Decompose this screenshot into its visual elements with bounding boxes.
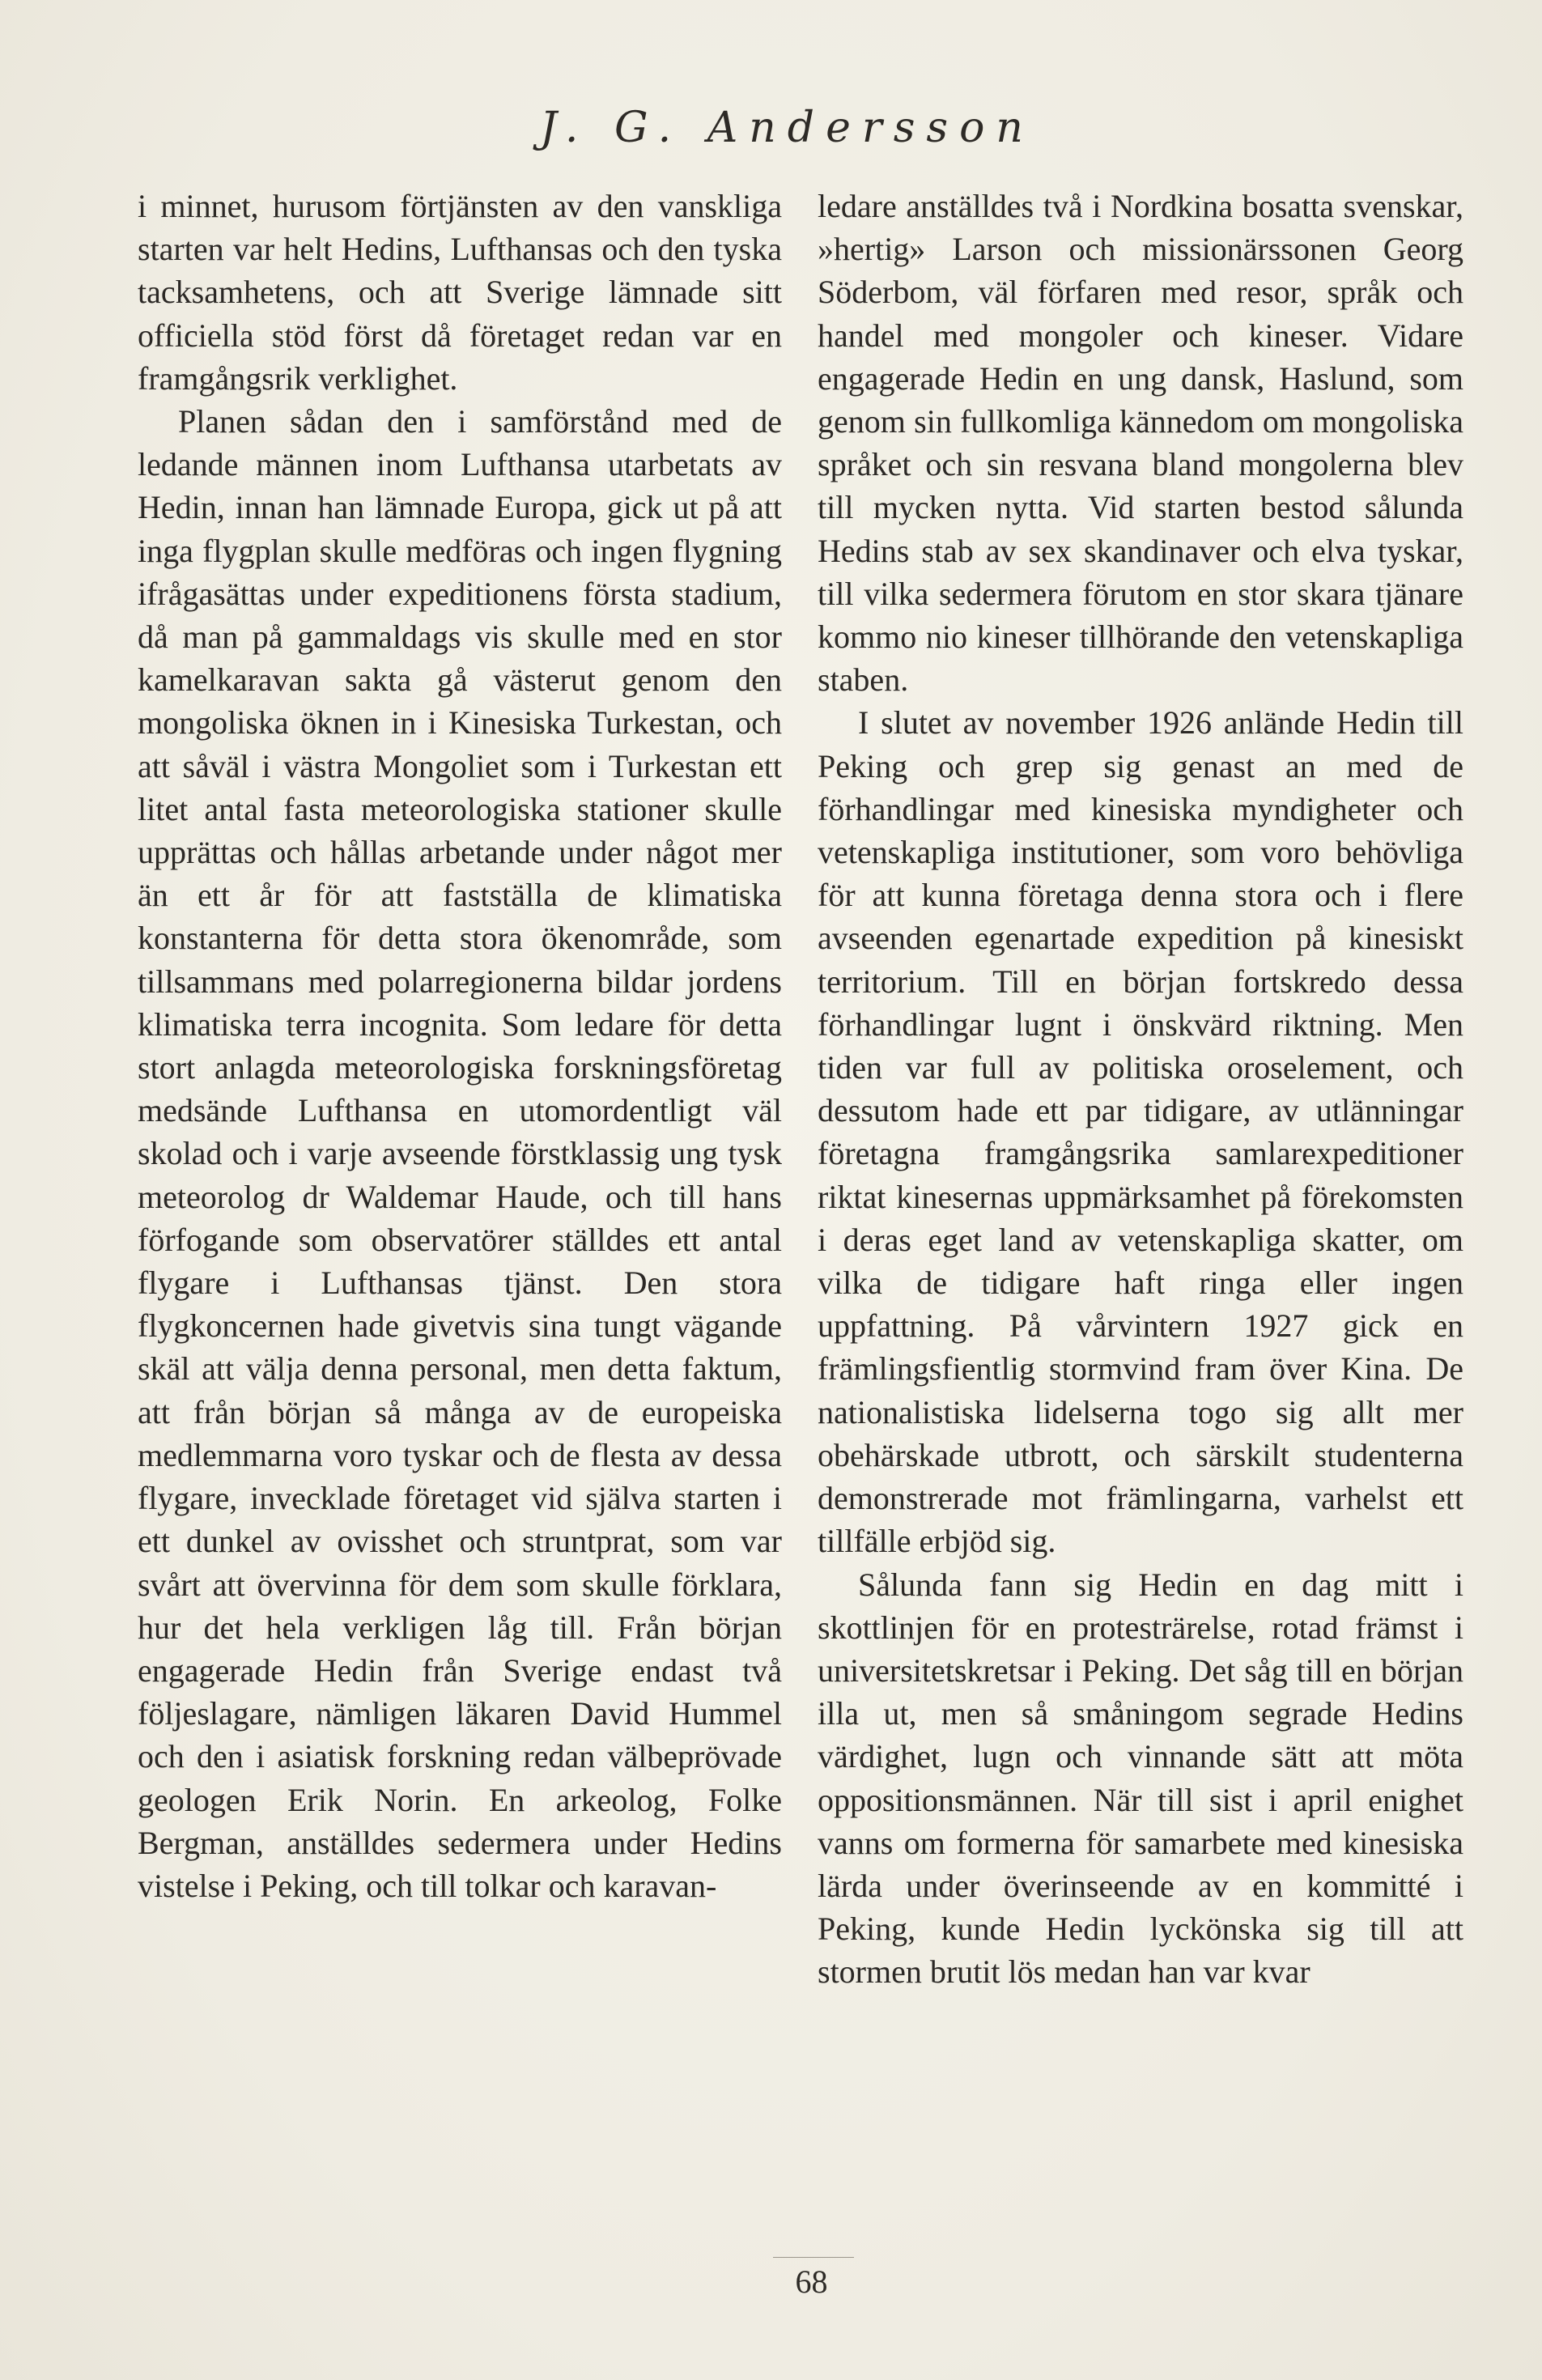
left-column [138,185,782,1907]
paragraph: i minnet, hurusom förtjänsten av den vanskliga starten var helt Hedins, Lufthansas och den tyska tacksamhetens, och att Sverige lämnade sitt officiella stöd först då företaget redan var en framgångsrik verklighet. [138,188,782,397]
right-column [818,185,1463,1994]
paragraph: ledare anställdes två i Nordkina bosatta svenskar, »hertig» Larson och missionärssonen Georg Söderbom, väl förfaren med resor, språk och handel med mongoler och kineser. Vidare engagerade Hedin en ung dansk, Haslund, som genom sin fullkomliga kännedom om mongoliska språket och sin resvana bland mongolerna blev till mycken nytta. Vid starten bestod sålunda Hedins stab av sex skandinaver och elva tyskar, till vilka sedermera förutom en stor skara tjänare kommo nio kineser tillhörande den vetenskapliga staben. [818,188,1463,699]
folio-rule [773,2257,854,2258]
paragraph: Sålunda fann sig Hedin en dag mitt i skottlinjen för en protesträrelse, rotad främst i universitetskretsar i Peking. Det såg till en början illa ut, men så småningom segrade Hedins värdighet, lugn och vinnande sätt att möta oppositionsmännen. När till sist i april enighet vanns om formerna för samarbete med kinesiska lärda under överinseende av en kommitté i Peking, kunde Hedin lyckönska sig till att stormen brutit lös medan han var kvar [818,1566,1463,1991]
page-number: 68 [795,2263,828,2300]
paragraph: I slutet av november 1926 anlände Hedin till Peking och grep sig genast an med de förhandlingar med kinesiska myndigheter och vetenskapliga institutioner, som voro behövliga för att kunna företaga denna stora och i flere avseenden egenartade expedition på kinesiskt territorium. Till en början fortskredo dessa förhandlingar lugnt i önskvärd riktning. Men tiden var full av politiska oroselement, och dessutom hade ett par tidigare, av utlänningar företagna framgångsrika samlarexpeditioner riktat kinesernas uppmärksamhet på förekomsten i deras eget land av vetenskapliga skatter, om vilka de tidigare haft ringa eller ingen uppfattning. På vårvintern 1927 gick en främlingsfientlig stormvind fram över Kina. De nationalistiska lidelserna togo sig allt mer obehärskade utbrott, och särskilt studenterna demonstrerade mot främlingarna, varhelst ett tillfälle erbjöd sig. [818,704,1463,1560]
paragraph: Planen sådan den i samförstånd med de ledande männen inom Lufthansa utarbetats av Hedin, innan han lämnade Europa, gick ut på att inga flygplan skulle medföras och ingen flygning ifrågasättas under expeditionens första stadium, då man på gammaldags vis skulle med en stor kamelkaravan sakta gå västerut genom den mongoliska öknen in i Kinesiska Turkestan, och att såväl i västra Mongoliet som i Turkestan ett litet antal fasta meteorologiska stationer skulle upprättas och hållas arbetande under något mer än ett år för att fastställa de klimatiska konstanterna för detta stora ökenområde, som tillsammans med polarregionerna bildar jordens klimatiska terra incognita. Som ledare för detta stort anlagda meteorologiska forskningsföretag medsände Lufthansa en utomordentligt väl skolad och i varje avseende förstklassig ung tysk meteorolog dr Waldemar Haude, och till hans förfogande som observatörer ställdes ett antal flygare i Lufthansas tjänst. Den stora flygkoncernen hade givetvis sina tungt vägande skäl att välja denna personal, men detta faktum, att från början så många av de europeiska medlemmarna voro tyskar och de flesta av dessa flygare, invecklade företaget vid själva starten i ett dunkel av ovisshet och struntprat, som var svårt att övervinna för dem som skulle förklara, hur det hela verkligen låg till. Från början engagerade Hedin från Sverige endast två följeslagare, nämligen läkaren David Hummel och den i asiatisk forskning redan välbeprövade geologen Erik Norin. En arkeolog, Folke Bergman, anställdes sedermera under Hedins vistelse i Peking, och till tolkar och karavan- [138,403,782,1904]
running-head: J. G. Andersson [540,104,1034,152]
